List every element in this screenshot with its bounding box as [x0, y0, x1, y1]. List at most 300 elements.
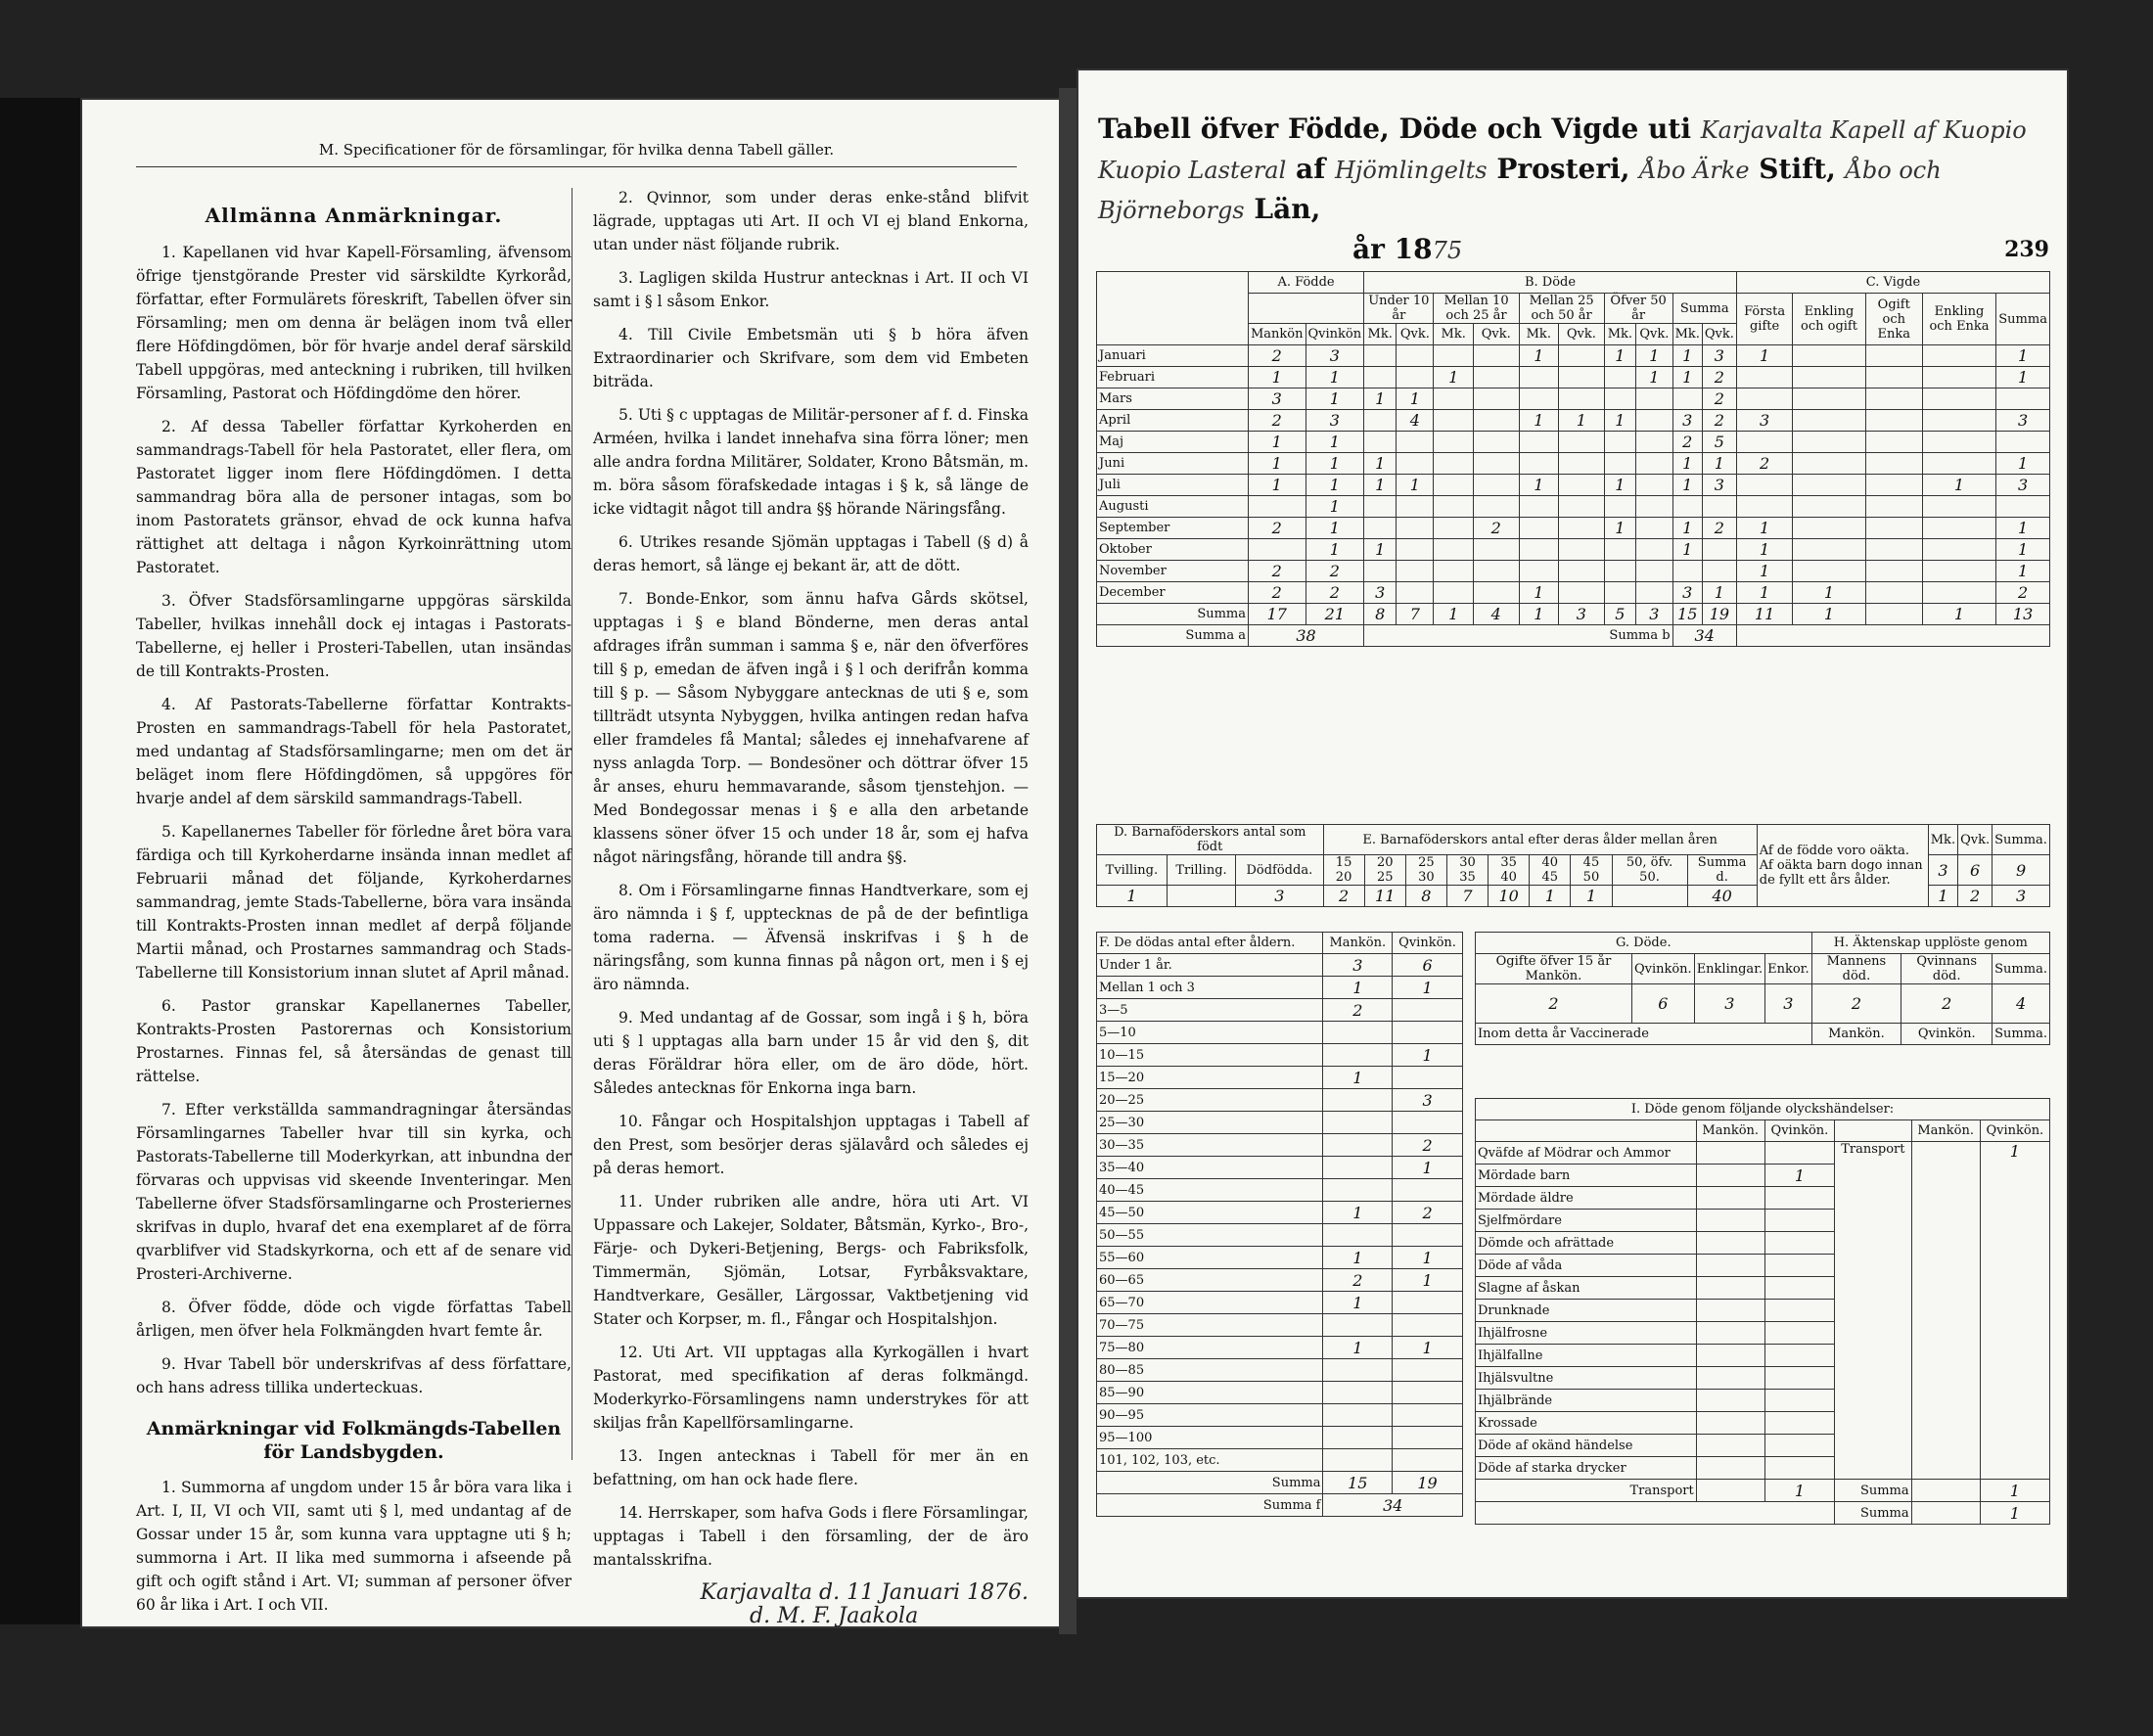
d-val [1167, 886, 1235, 907]
month-cell: 2 [1473, 518, 1519, 539]
month-label: April [1097, 410, 1249, 432]
month-cell [1702, 561, 1736, 582]
month-cell: 1 [1636, 345, 1672, 367]
accident-row [1476, 1142, 2050, 1165]
left-page-header: M. Specificationer för de församlingar, för hvilka denna Tabell gäller. [136, 141, 1017, 167]
month-cell [1473, 388, 1519, 410]
age-row [1097, 1382, 1463, 1404]
accident-mk [1696, 1412, 1764, 1435]
month-cell [1672, 388, 1702, 410]
summa-cell: 17 [1249, 604, 1306, 625]
age-row [1097, 1179, 1463, 1202]
age-mk [1323, 1089, 1393, 1112]
summa-cell: 11 [1736, 604, 1792, 625]
age-qk [1393, 1022, 1463, 1044]
month-row-juni [1097, 453, 2050, 475]
month-cell [1702, 539, 1736, 561]
month-cell [1922, 410, 1995, 432]
sub-c-3: Enkling och Enka [1922, 294, 1995, 345]
accident-qk [1764, 1142, 1834, 1165]
age-mk [1323, 1224, 1393, 1247]
month-cell: 3 [1672, 410, 1702, 432]
e-val [1612, 886, 1687, 907]
month-cell [1636, 539, 1672, 561]
month-cell: 1 [1249, 453, 1306, 475]
age-row [1097, 1292, 1463, 1314]
month-cell: 1 [1736, 561, 1792, 582]
f-summa-f-row [1097, 1494, 1463, 1517]
accident-qk [1764, 1390, 1834, 1412]
accident-qk [1764, 1300, 1834, 1322]
accident-mk [1696, 1322, 1764, 1345]
month-cell [1249, 539, 1306, 561]
sect-a-blank [1249, 294, 1364, 324]
age-row [1097, 977, 1463, 999]
month-cell [1364, 561, 1397, 582]
remark-continued-12: 12. Uti Art. VII upptagas alla Kyrkogällen i hvart Pastorat, med specifikation af deras folkmängd. Moderkyrko-Församlingens namn understrykes för att skiljas från Kapellförsamlingarne. [593, 1344, 1029, 1432]
accident-mk [1696, 1390, 1764, 1412]
age-row [1097, 1427, 1463, 1449]
age-qk [1393, 1112, 1463, 1134]
sect-a-qk: Qvinkön [1306, 324, 1364, 345]
sub-c-4: Summa [1996, 294, 2050, 345]
month-cell: 1 [1249, 432, 1306, 453]
age-label: Under 1 år. [1097, 954, 1323, 977]
month-cell: 1 [1672, 475, 1702, 496]
month-cell: 2 [1249, 561, 1306, 582]
signature-title: Kapellansadjunkt [730, 1629, 894, 1651]
month-cell: 1 [1249, 475, 1306, 496]
month-cell: 1 [1672, 539, 1702, 561]
e-val: 1 [1530, 886, 1571, 907]
month-cell [1672, 561, 1702, 582]
month-cell [1636, 453, 1672, 475]
e-head: 45 50 [1571, 855, 1612, 886]
age-row [1097, 1157, 1463, 1179]
book-gutter [1059, 88, 1076, 1634]
f-summa-f-label: Summa f [1097, 1494, 1323, 1517]
month-cell: 1 [1604, 345, 1635, 367]
d-head: Dödfödda. [1236, 855, 1323, 886]
month-label: Augusti [1097, 496, 1249, 518]
accident-qk [1764, 1322, 1834, 1345]
month-cell [1364, 345, 1397, 367]
mk-2: Mk. [1519, 324, 1558, 345]
month-cell [1736, 388, 1792, 410]
month-cell [1473, 561, 1519, 582]
folk-remarks-title: Anmärkningar vid Folkmängds-Tabellen för Landsbygden. [146, 1418, 562, 1463]
summa-cell: 5 [1604, 604, 1635, 625]
month-cell: 1 [1672, 345, 1702, 367]
age-qk [1393, 1427, 1463, 1449]
month-cell [1364, 367, 1397, 388]
transport-mk [1911, 1142, 1980, 1480]
month-cell: 1 [1249, 367, 1306, 388]
h-head-2: Summa. [1993, 954, 2050, 984]
month-cell [1636, 496, 1672, 518]
month-row-november [1097, 561, 2050, 582]
general-remark-8: 8. Öfver födde, döde och vigde författas Tabell årligen, men öfver hela Folkmängden hvart femte år. [136, 1299, 572, 1340]
age-mk: 3 [1323, 954, 1393, 977]
sect-e-title: E. Barnaföderskors antal efter deras ålder mellan åren [1323, 825, 1757, 855]
age-rows [1097, 954, 1463, 1472]
i-summa2-row [1476, 1502, 2050, 1525]
qk-2: Qvk. [1559, 324, 1605, 345]
month-cell: 2 [1736, 453, 1792, 475]
month-cell: 2 [1996, 582, 2050, 604]
age-qk [1393, 1224, 1463, 1247]
age-qk [1393, 1314, 1463, 1337]
month-cell: 1 [1364, 475, 1397, 496]
age-label: 90—95 [1097, 1404, 1323, 1427]
month-cell [1397, 539, 1434, 561]
month-cell: 1 [1736, 345, 1792, 367]
month-cell [1604, 367, 1635, 388]
month-cell [1996, 388, 2050, 410]
month-cell [1793, 388, 1865, 410]
month-cell [1519, 453, 1558, 475]
age-label: 5—10 [1097, 1022, 1323, 1044]
page-number: 239 [2004, 237, 2049, 262]
month-cell: 1 [1519, 582, 1558, 604]
age-row [1097, 1247, 1463, 1269]
accident-mk [1696, 1210, 1764, 1232]
age-mk: 1 [1323, 1247, 1393, 1269]
month-cell [1364, 518, 1397, 539]
sub-b-3: Öfver 50 år [1604, 294, 1672, 324]
month-label: Oktober [1097, 539, 1249, 561]
signature-name: d. M. F. Jaakola [750, 1604, 919, 1628]
transport-label: Transport [1835, 1142, 1912, 1480]
month-cell [1793, 518, 1865, 539]
month-cell [1559, 345, 1605, 367]
month-cell: 1 [1736, 582, 1792, 604]
month-cell [1736, 496, 1792, 518]
remark-continued-7: 7. Bonde-Enkor, som ännu hafva Gårds skötsel, upptagas i § e bland Bönderne, men deras antal afdrages ifrån summan i samma § e, när den öfverföres till § p, emedan de äfven ingå i § l och derifrån komma till § p. — Såsom Nybyggare antecknas de uti § e, som tillträdt utsynta Nybyggen, hvilka antingen redan hafva eller framdeles få Mantal; således ej innehafvarene af nyss anlagda Torp. — Bondesöner och döttrar öfver 15 år anses, ehuru hemmavarande, såsom tjenstehjon. — Med Bondegossar menas i § e alla den arbetande klassens söner öfver 15 och under 18 år, som ej hafva något näringsfång, hörande till andra §§. [593, 590, 1029, 866]
summa-row [1097, 604, 2050, 625]
sect-f-table [1096, 932, 1463, 1517]
month-cell [1559, 388, 1605, 410]
month-cell [1922, 388, 1995, 410]
age-mk [1323, 1022, 1393, 1044]
summa-cell: 1 [1519, 604, 1558, 625]
summa-cell: 21 [1306, 604, 1364, 625]
age-row [1097, 1337, 1463, 1359]
e-val: 1 [1571, 886, 1612, 907]
summa-cell: 3 [1559, 604, 1605, 625]
age-label: 65—70 [1097, 1292, 1323, 1314]
month-cell [1636, 518, 1672, 539]
summa-ab-blank [1736, 625, 2049, 647]
month-cell: 3 [1702, 475, 1736, 496]
title-print-af: af [1296, 153, 1326, 185]
month-cell [1364, 432, 1397, 453]
month-cell: 1 [1364, 388, 1397, 410]
age-label: 85—90 [1097, 1382, 1323, 1404]
left-column [136, 186, 572, 1626]
month-cell [1519, 539, 1558, 561]
month-cell [1922, 345, 1995, 367]
month-cell [1519, 367, 1558, 388]
age-label: 30—35 [1097, 1134, 1323, 1157]
age-qk [1393, 1404, 1463, 1427]
month-cell [1559, 367, 1605, 388]
month-cell [1865, 539, 1922, 561]
month-cell: 1 [1604, 518, 1635, 539]
title-print-lan: Län, [1254, 193, 1321, 225]
summa-cell: 1 [1922, 604, 1995, 625]
month-label: Maj [1097, 432, 1249, 453]
month-cell [1434, 410, 1473, 432]
vacc-label: Inom detta år Vaccinerade [1476, 1024, 1812, 1045]
age-row [1097, 1224, 1463, 1247]
title-print-prosteri: Prosteri, [1496, 153, 1630, 185]
age-label: 15—20 [1097, 1067, 1323, 1089]
age-row [1097, 1269, 1463, 1292]
age-qk: 1 [1393, 977, 1463, 999]
sect-f-qk: Qvinkön. [1393, 933, 1463, 954]
age-mk: 1 [1323, 1337, 1393, 1359]
title-hand-lan: Åbo och Björneborgs [1098, 157, 1942, 224]
age-qk: 6 [1393, 954, 1463, 977]
age-row [1097, 1404, 1463, 1427]
remark-continued-6: 6. Utrikes resande Sjömän upptagas i Tabell (§ d) å deras hemort, så länge ej bekant är, att de dött. [593, 533, 1029, 574]
summa-cell: 13 [1996, 604, 2050, 625]
e-val: 7 [1446, 886, 1488, 907]
month-cell: 2 [1672, 432, 1702, 453]
accident-qk [1764, 1277, 1834, 1300]
summa-cell: 19 [1702, 604, 1736, 625]
i-bottom-transport-label: Transport [1476, 1480, 1697, 1502]
accident-mk [1696, 1142, 1764, 1165]
month-cell [1519, 388, 1558, 410]
sub-b-1: Mellan 10 och 25 år [1434, 294, 1519, 324]
month-cell [1434, 539, 1473, 561]
month-cell [1736, 432, 1792, 453]
month-cell [1793, 453, 1865, 475]
month-cell: 1 [1434, 367, 1473, 388]
month-cell: 2 [1306, 561, 1364, 582]
d-head: Trilling. [1167, 855, 1235, 886]
remark-continued-13: 13. Ingen antecknas i Tabell för mer än en befattning, om han ock hade flere. [593, 1447, 1029, 1488]
title-hand-pastorat: Kuopio Lasteral [1098, 157, 1287, 184]
general-remark-3: 3. Öfver Stadsförsamlingarne uppgöras särskilda Tabeller, hvilkas innehåll dock ej intagas i Pastorats-Tabellerne, ej heller i Prosteri-Tabellen, utan insändas de till Kontrakts-Prosten. [136, 592, 572, 680]
age-mk [1323, 1314, 1393, 1337]
month-cell: 3 [1306, 345, 1364, 367]
age-row [1097, 1067, 1463, 1089]
e-head: 20 25 [1364, 855, 1405, 886]
age-mk [1323, 1427, 1393, 1449]
i-bottom-row [1476, 1480, 2050, 1502]
i-head-mk-2: Mankön. [1911, 1120, 1980, 1142]
sub-c-0: Första gifte [1736, 294, 1792, 345]
month-cell [1473, 367, 1519, 388]
month-label: Juni [1097, 453, 1249, 475]
sect-i-table [1475, 1098, 2050, 1525]
age-mk [1323, 1112, 1393, 1134]
d-val: 3 [1236, 886, 1323, 907]
age-mk [1323, 1404, 1393, 1427]
month-cell: 3 [1702, 345, 1736, 367]
month-cell: 2 [1702, 388, 1736, 410]
month-cell: 1 [1604, 410, 1635, 432]
h-head-1: Qvinnans död. [1901, 954, 1993, 984]
month-cell: 3 [1672, 582, 1702, 604]
month-cell [1865, 453, 1922, 475]
month-cell [1434, 453, 1473, 475]
month-cell [1397, 345, 1434, 367]
age-label: 95—100 [1097, 1427, 1323, 1449]
qk-1: Qvk. [1473, 324, 1519, 345]
title-print-1: Tabell öfver Födde, Döde och Vigde uti [1098, 113, 1691, 145]
accident-qk [1764, 1187, 1834, 1210]
sub-b-4: Summa [1672, 294, 1736, 324]
month-cell [1865, 388, 1922, 410]
age-mk [1323, 1157, 1393, 1179]
sect-f-title: F. De dödas antal efter åldern. [1097, 933, 1323, 954]
month-cell: 1 [1519, 475, 1558, 496]
month-cell [1397, 496, 1434, 518]
sect-b-title: B. Döde [1364, 272, 1737, 294]
month-cell: 1 [1306, 475, 1364, 496]
month-cell: 1 [1702, 582, 1736, 604]
f-summa-mk: 15 [1323, 1472, 1393, 1494]
remark-continued-4: 4. Till Civile Embetsmän uti § b höra äfven Extraordinarier och Skrifvare, som dem vid Embeten biträda. [593, 326, 1029, 390]
oakta-label-2: Af oäkta barn dogo innan de fyllt ett års ålder. [1759, 858, 1923, 888]
remark-continued-10: 10. Fångar och Hospitalshjon upptagas i Tabell af den Prest, som besörjer deras själavård och således ej på deras hemort. [593, 1113, 1029, 1177]
month-cell [1434, 518, 1473, 539]
mk-1: Mk. [1434, 324, 1473, 345]
i-head-qk: Qvinkön. [1764, 1120, 1834, 1142]
age-label: 55—60 [1097, 1247, 1323, 1269]
month-cell: 1 [1306, 496, 1364, 518]
age-qk: 1 [1393, 1269, 1463, 1292]
age-label: 3—5 [1097, 999, 1323, 1022]
i-summa-val: 1 [1980, 1480, 2049, 1502]
accident-mk [1696, 1255, 1764, 1277]
month-cell [1793, 496, 1865, 518]
month-cell: 2 [1249, 345, 1306, 367]
summa-cell: 7 [1397, 604, 1434, 625]
mk-3: Mk. [1604, 324, 1635, 345]
month-cell [1434, 388, 1473, 410]
right-column [593, 186, 1029, 1652]
remark-continued-14: 14. Herrskaper, som hafva Gods i flere Församlingar, upptagas i Tabell i den församling, der de äro mantalsskrifna. [593, 1504, 1029, 1569]
month-row-februari [1097, 367, 2050, 388]
title-hand-prosteri: Hjömlingelts [1334, 157, 1488, 184]
age-row [1097, 1449, 1463, 1472]
general-remarks-list [136, 241, 572, 1399]
remark-continued-5: 5. Uti § c upptagas de Militär-personer af f. d. Finska Arméen, hvilka i landet innehafva sina förra löner; men alle andra fordna Militärer, Soldater, Krono Båtsmän, m. m. böra såsom förafskedade intagas i § k, så länge de icke vidtagit något till andra §§ hörande Näringsfång. [593, 406, 1029, 518]
month-cell: 1 [1736, 518, 1792, 539]
month-cell [1636, 561, 1672, 582]
accident-label: Sjelfmördare [1476, 1210, 1697, 1232]
month-cell [1519, 518, 1558, 539]
column-divider [572, 188, 573, 1460]
month-cell: 1 [1996, 345, 2050, 367]
accident-qk [1764, 1457, 1834, 1480]
g-head-3: Enkor. [1765, 954, 1812, 984]
month-cell [1434, 432, 1473, 453]
age-mk: 1 [1323, 977, 1393, 999]
month-cell [1922, 432, 1995, 453]
accident-qk [1764, 1345, 1834, 1367]
age-label: 75—80 [1097, 1337, 1323, 1359]
month-row-januari [1097, 345, 2050, 367]
e-head: 25 30 [1405, 855, 1446, 886]
month-cell [1434, 582, 1473, 604]
qk-4: Qvk. [1702, 324, 1736, 345]
f-summa-row [1097, 1472, 1463, 1494]
accident-label: Ihjälsvultne [1476, 1367, 1697, 1390]
title-hand-parish: Karjavalta Kapell af Kuopio [1700, 116, 2027, 144]
sect-de-table [1096, 824, 2050, 907]
month-cell [1604, 539, 1635, 561]
month-row-oktober [1097, 539, 2050, 561]
right-page [1076, 69, 2069, 1599]
month-cell [1559, 496, 1605, 518]
month-cell [1604, 432, 1635, 453]
month-cell [1865, 475, 1922, 496]
accident-label: Döde af okänd händelse [1476, 1435, 1697, 1457]
accident-label: Döde af våda [1476, 1255, 1697, 1277]
month-cell [1559, 539, 1605, 561]
month-cell [1793, 561, 1865, 582]
age-row [1097, 1022, 1463, 1044]
age-label: Mellan 1 och 3 [1097, 977, 1323, 999]
accident-mk [1696, 1457, 1764, 1480]
sect-c-title: C. Vigde [1736, 272, 2049, 294]
h-val-2: 4 [1993, 984, 2050, 1024]
h-val-1: 2 [1901, 984, 1993, 1024]
month-cell: 3 [1364, 582, 1397, 604]
oakta-labels [1757, 825, 1928, 907]
month-cell [1793, 475, 1865, 496]
month-cell [1736, 475, 1792, 496]
general-remark-2: 2. Af dessa Tabeller författar Kyrkoherden en sammandrags-Tabell för hela Pastoratet, eller flera, om Pastoratet ligger inom flere Höfdingdömen. I detta sammandrag böra alla de personer intagas, som bo inom Pastoratets gränsor, ehvad de ock kunna hafva rättighet att deltaga i någon Kyrkoinrättning utom Pastoratet. [136, 418, 572, 576]
month-cell: 1 [1996, 561, 2050, 582]
month-cell [1473, 475, 1519, 496]
month-cell [1397, 432, 1434, 453]
general-remark-4: 4. Af Pastorats-Tabellerne författar Kontrakts-Prosten en sammandrags-Tabell för hela Pastoratet, med undantag af Stadsförsamlingarne; men om det är beläget inom flere Höfdingdömen, så uppgöres för hvarje andel af dem särskild sammandrags-Tabell. [136, 696, 572, 807]
accident-label: Ihjälfallne [1476, 1345, 1697, 1367]
accident-mk [1696, 1232, 1764, 1255]
month-label: September [1097, 518, 1249, 539]
month-row-juli [1097, 475, 2050, 496]
general-remark-5: 5. Kapellanernes Tabeller för förledne året böra vara färdiga och till Kyrkoherdarne insända innan medlet af Februarii månad det följande, Kyrkoherdarnes sammandrag, jemte Stads-Tabellerne, böra vara insända till Kontrakts-Prosten innan medlet af derpå följande Martii månad, och Prostarnes sammandrag och Stads-Tabellerne till Konsistorium innan slutet af April månad. [136, 823, 572, 982]
month-cell [1397, 453, 1434, 475]
sect-h-title: H. Äktenskap upplöste genom [1811, 933, 2049, 954]
month-cell: 1 [1306, 539, 1364, 561]
left-page [80, 98, 1063, 1651]
accident-label: Mördade barn [1476, 1165, 1697, 1187]
accident-label: Slagne af åskan [1476, 1277, 1697, 1300]
i-head-blank-2 [1835, 1120, 1912, 1142]
age-label: 101, 102, 103, etc. [1097, 1449, 1323, 1472]
general-remark-7: 7. Efter verkställda sammandragningar återsändas Församlingarnes Tabeller hvar till sin kyrka, och Pastorats-Tabellerne till Moderkyrkan, att inbundna der förvaras och uppvisas vid skeende Inventeringar. Men Tabellerne öfver Stadsförsamlingarne och Prosteriernes skrifvas in duplo, hvaraf det ena exemplaret af de förra qvarblifver vid Stadskyrkorna, och ett af de senare vid Prosteri-Archiverne. [136, 1101, 572, 1283]
month-cell: 1 [1306, 367, 1364, 388]
month-cell [1865, 496, 1922, 518]
month-cell [1559, 453, 1605, 475]
month-cell [1636, 388, 1672, 410]
accident-label: Qväfde af Mödrar och Ammor [1476, 1142, 1697, 1165]
summa-cell: 1 [1434, 604, 1473, 625]
accident-mk [1696, 1277, 1764, 1300]
h-val-0: 2 [1811, 984, 1901, 1024]
vacc-head-0: Mankön. [1811, 1024, 1901, 1045]
qk-3: Qvk. [1636, 324, 1672, 345]
folk-remark-paragraph: 1. Summorna af ungdom under 15 år böra vara lika i Art. I, II, VI och VII, samt uti § l, med undantag af de Gossar under 15 år, som kunna vara upptagne uti § h; summorna i Art. II lika med summorna i afseende på gift och ogift stånd i Art. VI; summan af personer öfver 60 år lika i Art. I och VII. [136, 1479, 572, 1614]
